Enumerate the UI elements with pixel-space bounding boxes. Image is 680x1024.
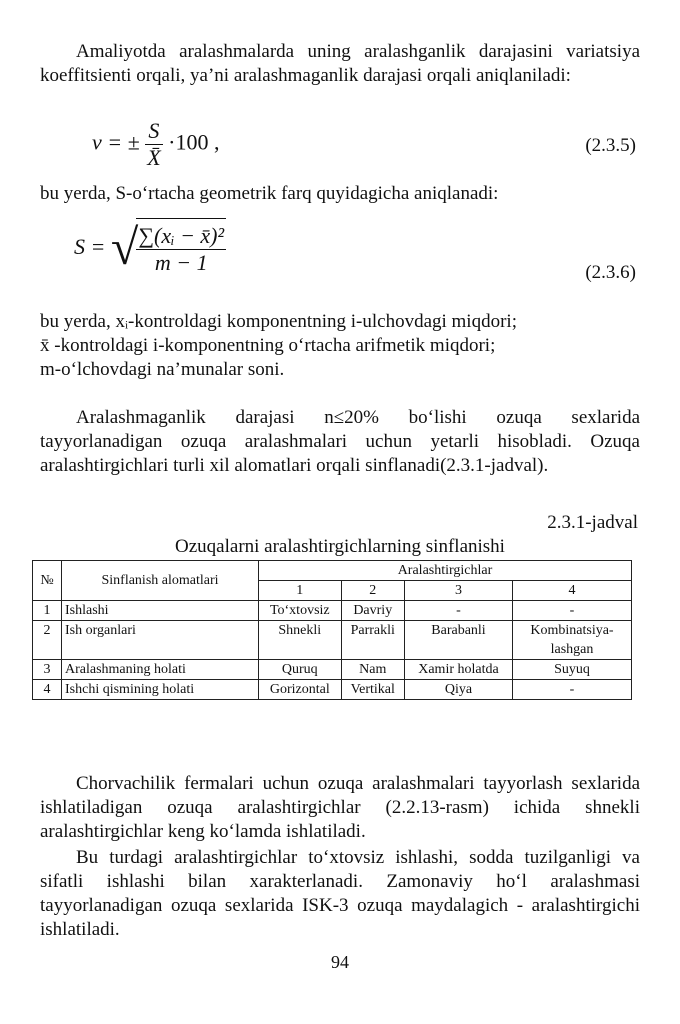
formula-numerator: S <box>148 118 160 143</box>
formula-geometric-difference <box>74 218 226 276</box>
row-feature: Ishchi qismining holati <box>62 680 259 700</box>
table-row <box>33 621 632 660</box>
intro-paragraph: Amaliyotda aralashmalarda uning aralashganlik darajasini variatsiya koeffitsienti orqali, ya’ni aralashmaganlik darajasi orqali aniqlaniladi: <box>40 41 640 86</box>
equation-number-2-3-6: (2.3.6) <box>585 262 636 283</box>
cell: Qiya <box>404 680 512 700</box>
formula-numerator: ∑(xᵢ − x̄)² <box>138 223 225 248</box>
row-feature: Ish organlari <box>62 621 259 660</box>
formula-denominator: X̄ <box>147 145 161 170</box>
row-number: 3 <box>33 660 62 680</box>
row-number: 2 <box>33 621 62 660</box>
definitions-block <box>40 310 640 382</box>
formula-variation-coefficient <box>92 118 219 171</box>
formula-lhs: S = <box>74 234 106 259</box>
page-number: 94 <box>331 952 349 972</box>
cell: Quruq <box>259 660 342 680</box>
s-definition: bu yerda, S-o‘rtacha geometrik farq quyidagicha aniqlanadi: <box>40 183 499 204</box>
definition-line: m-o‘lchovdagi na’munalar soni. <box>40 359 285 380</box>
header-number: № <box>33 561 62 601</box>
cell: Suyuq <box>513 660 632 680</box>
col-header: 2 <box>341 581 404 601</box>
header-group: Aralashtirgichlar <box>259 561 632 581</box>
formula-tail: ·100 , <box>168 129 220 155</box>
col-header: 1 <box>259 581 342 601</box>
paragraph-screw-mixers: Bu turdagi aralashtirgichlar to‘xtovsiz ishlashi, sodda tuzilganligi va sifatli ishlashi bilan xarakterlanadi. Zamonaviy ho‘l aralashmasi tayyorlanadigan ozuqa sexlarida ISK-3 ozuqa maydalagich - aralashtirgichi ishlatiladi. <box>40 847 640 940</box>
cell: Nam <box>341 660 404 680</box>
sqrt-icon: √ <box>110 219 139 275</box>
cell: Davriy <box>341 601 404 621</box>
paragraph-classification: Aralashmaganlik darajasi n≤20% bo‘lishi ozuqa sexlarida tayyorlanadigan ozuqa aralashmalari uchun yetarli hisobladi. Ozuqa aralashtirgichlari turli xil alomatlari orqali sinflanadi(2.3.1-jadval). <box>40 407 640 476</box>
table-caption: Ozuqalarni aralashtirgichlarning sinflanishi <box>175 536 505 557</box>
definition-line: bu yerda, xᵢ-kontroldagi komponentning i-ulchovdagi miqdori; <box>40 311 517 332</box>
col-header: 4 <box>513 581 632 601</box>
row-number: 4 <box>33 680 62 700</box>
row-feature: Ishlashi <box>62 601 259 621</box>
cell: Kombinatsiya-lashgan <box>513 621 632 660</box>
header-feature: Sinflanish alomatlari <box>62 561 259 601</box>
cell: Vertikal <box>341 680 404 700</box>
cell: Gorizontal <box>259 680 342 700</box>
table-row <box>33 601 632 621</box>
table-label: 2.3.1-jadval <box>547 512 638 533</box>
formula-lhs: ν = ± <box>92 129 140 155</box>
table-header-row <box>33 561 632 581</box>
cell: - <box>404 601 512 621</box>
row-number: 1 <box>33 601 62 621</box>
cell: Barabanli <box>404 621 512 660</box>
col-header: 3 <box>404 581 512 601</box>
table-row <box>33 680 632 700</box>
definition-line: x̄ -kontroldagi i-komponentning o‘rtacha arifmetik miqdori; <box>40 335 496 356</box>
equation-number-2-3-5: (2.3.5) <box>585 135 636 156</box>
paragraph-mixers: Chorvachilik fermalari uchun ozuqa aralashmalari tayyorlash sexlarida ishlatiladigan ozuqa aralashtirgichlar (2.2.13-rasm) ichida shnekli aralashtirgichlar keng ko‘lamda ishlatiladi. <box>40 773 640 842</box>
formula-denominator: m − 1 <box>136 249 226 276</box>
classification-table <box>32 560 632 700</box>
cell: - <box>513 601 632 621</box>
table-row <box>33 660 632 680</box>
cell: Parrakli <box>341 621 404 660</box>
cell: Xamir holatda <box>404 660 512 680</box>
cell: Shnekli <box>259 621 342 660</box>
cell: - <box>513 680 632 700</box>
cell: To‘xtovsiz <box>259 601 342 621</box>
row-feature: Aralashmaning holati <box>62 660 259 680</box>
